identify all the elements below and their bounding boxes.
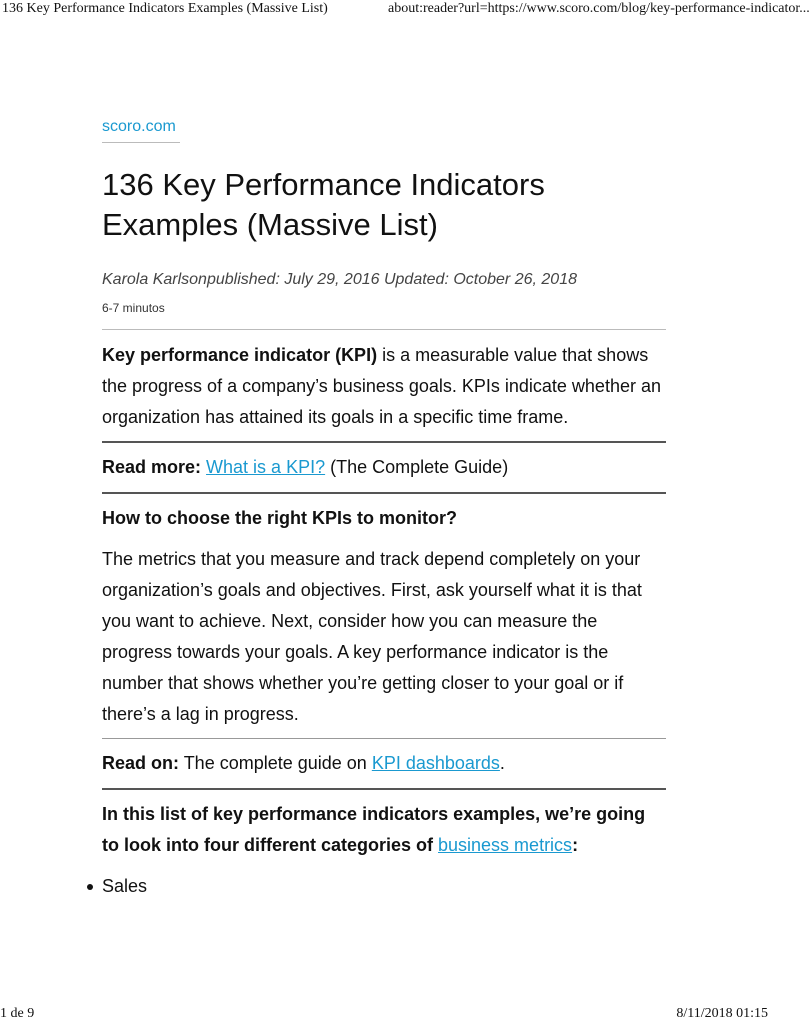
- print-header-title: 136 Key Performance Indicators Examples (Massive List): [2, 1, 328, 16]
- read-more-line: [102, 443, 666, 492]
- reader-article: [102, 118, 666, 902]
- kpi-dashboards-link[interactable]: KPI dashboards: [371, 753, 500, 773]
- list-heading-text: In this list of key performance indicators examples, we’re going to look into four different categories of: [102, 804, 646, 855]
- domain-link[interactable]: scoro.com: [102, 118, 176, 135]
- intro-paragraph: [102, 340, 666, 433]
- read-on-suffix: .: [499, 753, 505, 773]
- what-is-kpi-link[interactable]: What is a KPI?: [206, 457, 326, 477]
- list-heading: [102, 799, 666, 861]
- article-title: 136 Key Performance Indicators Examples (Massive List): [102, 167, 545, 242]
- section-heading: How to choose the right KPIs to monitor?: [102, 508, 457, 528]
- print-header: [0, 0, 810, 20]
- reading-time: 6-7 minutos: [102, 301, 666, 330]
- print-footer: [0, 1006, 768, 1024]
- list-item-label: Sales: [102, 876, 148, 896]
- read-more-label: Read more:: [102, 457, 202, 477]
- print-header-url: about:reader?url=https://www.scoro.com/blog/key-performance-indicator...: [388, 1, 810, 16]
- page-number: 1 de 9: [0, 1006, 35, 1021]
- list-heading-suffix: :: [572, 835, 579, 855]
- intro-text: is a measurable value that shows the progress of a company’s business goals. KPIs indicate whether an organization has attained its goals in a specific time frame.: [102, 345, 661, 427]
- print-datetime: 8/11/2018 01:15: [676, 1006, 768, 1021]
- section-body: The metrics that you measure and track depend completely on your organization’s goals and objectives. First, ask yourself what it is that you want to achieve. Next, consider how you can measure the progress towards your goals. A key performance indicator is the number that shows whether you’re getting closer to your goal or if there’s a lag in progress.: [102, 549, 642, 724]
- read-more-suffix: (The Complete Guide): [325, 457, 509, 477]
- divider: [102, 788, 666, 790]
- domain-wrapper: [102, 118, 180, 143]
- divider: [102, 492, 666, 494]
- category-list: [102, 871, 666, 902]
- article-byline: Karola Karlsonpublished: July 29, 2016 Updated: October 26, 2018: [102, 271, 577, 288]
- bullet-icon: [87, 884, 93, 890]
- intro-bold-term: Key performance indicator (KPI): [102, 345, 378, 365]
- list-item: [102, 871, 666, 902]
- business-metrics-link[interactable]: business metrics: [438, 835, 573, 855]
- read-on-line: [102, 739, 666, 788]
- read-on-label: Read on:: [102, 753, 180, 773]
- read-on-prefix: The complete guide on: [179, 753, 372, 773]
